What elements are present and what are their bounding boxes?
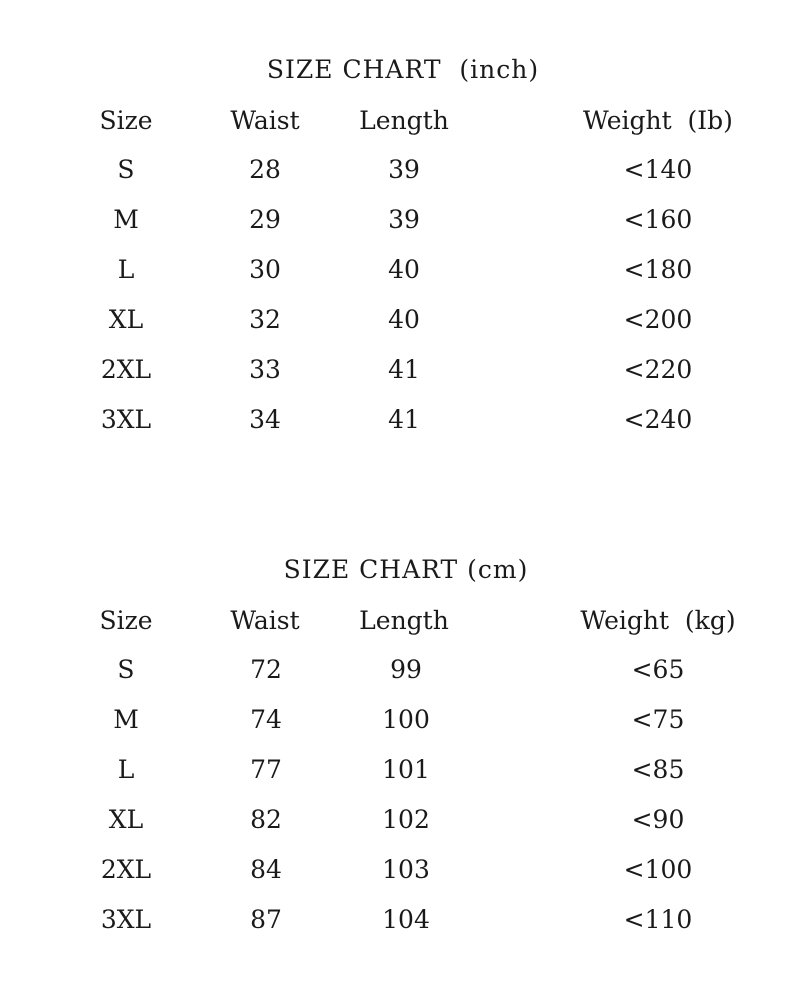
size-cell: 3XL	[100, 405, 152, 434]
weight-cell: <220	[623, 355, 693, 384]
header-weight: Weight (kg)	[580, 606, 736, 635]
length-cell: 99	[390, 655, 422, 684]
waist-cell: 30	[249, 255, 281, 284]
length-cell: 101	[382, 755, 430, 784]
size-cell: M	[113, 705, 139, 734]
table-row	[0, 350, 800, 390]
table-row	[0, 200, 800, 240]
weight-cell: <65	[631, 655, 685, 684]
size-cell: 2XL	[100, 855, 152, 884]
length-cell: 40	[388, 255, 420, 284]
weight-cell: <100	[623, 855, 693, 884]
waist-cell: 72	[250, 655, 282, 684]
size-cell: M	[113, 205, 139, 234]
waist-cell: 32	[249, 305, 281, 334]
size-cell: XL	[108, 805, 144, 834]
size-cell: XL	[108, 305, 144, 334]
length-cell: 100	[382, 705, 430, 734]
waist-cell: 82	[250, 805, 282, 834]
weight-cell: <180	[623, 255, 693, 284]
size-cell: S	[117, 655, 135, 684]
weight-cell: <85	[631, 755, 685, 784]
length-cell: 103	[382, 855, 430, 884]
weight-cell: <160	[623, 205, 693, 234]
weight-cell: <110	[623, 905, 693, 934]
weight-cell: <200	[623, 305, 693, 334]
size-cell: S	[117, 155, 135, 184]
waist-cell: 34	[249, 405, 281, 434]
header-length: Length	[359, 106, 449, 135]
length-cell: 102	[382, 805, 430, 834]
header-waist: Waist	[230, 606, 300, 635]
size-cell: L	[117, 255, 135, 284]
chart-title: SIZE CHART (inch)	[266, 55, 540, 84]
table-row	[0, 400, 800, 440]
table-row	[0, 650, 800, 690]
table-row	[0, 700, 800, 740]
waist-cell: 84	[250, 855, 282, 884]
size-cell: 2XL	[100, 355, 152, 384]
header-row	[0, 601, 800, 641]
table-row	[0, 300, 800, 340]
waist-cell: 87	[250, 905, 282, 934]
header-weight: Weight (Ib)	[583, 106, 733, 135]
length-cell: 39	[388, 205, 420, 234]
waist-cell: 29	[249, 205, 281, 234]
table-row	[0, 850, 800, 890]
table-row	[0, 750, 800, 790]
waist-cell: 74	[250, 705, 282, 734]
header-length: Length	[359, 606, 449, 635]
header-size: Size	[99, 106, 153, 135]
weight-cell: <90	[631, 805, 685, 834]
waist-cell: 77	[250, 755, 282, 784]
header-size: Size	[99, 606, 153, 635]
table-row	[0, 150, 800, 190]
table-row	[0, 900, 800, 940]
header-waist: Waist	[230, 106, 300, 135]
length-cell: 40	[388, 305, 420, 334]
length-cell: 41	[388, 355, 420, 384]
weight-cell: <75	[631, 705, 685, 734]
header-row	[0, 101, 800, 141]
weight-cell: <240	[623, 405, 693, 434]
table-row	[0, 800, 800, 840]
waist-cell: 33	[249, 355, 281, 384]
weight-cell: <140	[623, 155, 693, 184]
length-cell: 39	[388, 155, 420, 184]
length-cell: 104	[382, 905, 430, 934]
chart-title: SIZE CHART (cm)	[283, 555, 529, 584]
table-row	[0, 250, 800, 290]
length-cell: 41	[388, 405, 420, 434]
size-cell: L	[117, 755, 135, 784]
size-cell: 3XL	[100, 905, 152, 934]
waist-cell: 28	[249, 155, 281, 184]
